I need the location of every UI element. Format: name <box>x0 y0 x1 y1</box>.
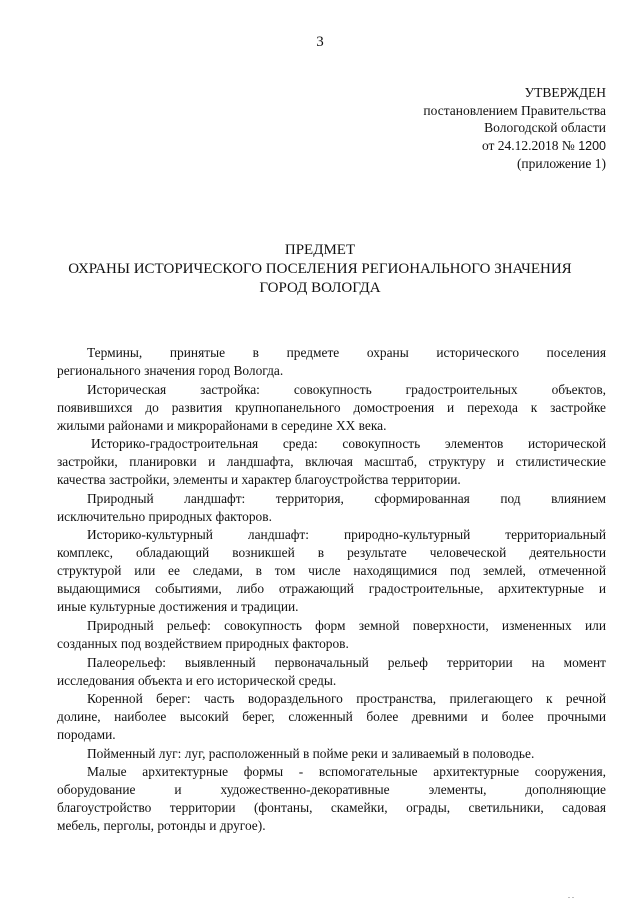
approval-line-2: Вологодской области <box>484 120 606 135</box>
body-paragraph <box>87 745 606 763</box>
body-paragraph <box>57 763 606 835</box>
approval-line-1: постановлением Правительства <box>423 102 606 118</box>
approval-appendix: (приложение 1) <box>516 156 606 171</box>
paragraph-line: долине, наиболее высокий берег, сложенный более древними и более прочными <box>57 709 606 725</box>
body-paragraph <box>57 690 606 744</box>
paragraph-line: благоустройство территории (фонтаны, скамейки, ограды, светильники, садовая <box>57 800 606 816</box>
approval-stamp <box>423 84 606 173</box>
approval-date-line <box>423 137 606 156</box>
paragraph-line: мебель, перголы, ротонды и другое). <box>57 818 266 834</box>
paragraph-line: застройки, планировки и ландшафта, включая масштаб, структуру и стилистические <box>57 454 606 470</box>
paragraph-line: исследования объекта и его исторической среды. <box>57 672 337 688</box>
paragraph-line: исключительно природных факторов. <box>57 508 272 524</box>
document-title <box>40 241 600 298</box>
paragraph-line: Термины, принятые в предмете охраны исторического поселения <box>87 345 606 360</box>
paragraph-line: созданных под воздействием природных факторов. <box>57 635 349 651</box>
decree-number: 1200 <box>578 138 606 153</box>
approval-status: УТВЕРЖДЕН <box>524 85 606 100</box>
paragraph-line: Историческая застройка: совокупность градостроительных объектов, <box>87 381 606 397</box>
paragraph-line: Пойменный луг: луг, расположенный в пойме реки и заливаемый в половодье. <box>87 745 535 761</box>
paragraph-line: структурой или ее следами, в том числе находящимися под землей, отмеченной <box>57 563 606 579</box>
paragraph-line: Природный рельеф: совокупность форм земной поверхности, измененных или <box>87 617 606 633</box>
body-paragraph <box>57 617 606 653</box>
footer-mark: . . <box>568 891 574 900</box>
paragraph-line: Палеорельеф: выявленный первоначальный рельеф территории на момент <box>87 654 606 670</box>
paragraph-line: появившихся до развития крупнопанельного домостроения и перехода к застройке <box>57 399 606 415</box>
body-paragraph <box>57 435 606 489</box>
paragraph-line: породами. <box>57 727 116 743</box>
approval-date: от 24.12.2018 № <box>481 137 575 153</box>
paragraph-line: качества застройки, элементы и характер благоустройства территории. <box>57 472 461 488</box>
paragraph-line: жилыми районами и микрорайонами в середине XX века. <box>57 417 387 433</box>
paragraph-line: выдающимися событиями, либо отражающий градостроительные, архитектурные и <box>57 581 606 597</box>
page-number: 3 <box>316 34 324 50</box>
title-line-2: ОХРАНЫ ИСТОРИЧЕСКОГО ПОСЕЛЕНИЯ РЕГИОНАЛЬНОГО ЗНАЧЕНИЯ <box>68 261 572 277</box>
document-body <box>57 344 606 836</box>
paragraph-line: Малые архитектурные формы - вспомогательные архитектурные сооружения, <box>87 764 606 780</box>
paragraph-line: оборудование и художественно-декоративные элементы, дополняющие <box>57 782 606 798</box>
body-paragraph <box>57 490 606 526</box>
body-paragraph <box>57 381 606 435</box>
body-paragraph <box>57 654 606 690</box>
body-paragraph <box>57 344 606 380</box>
paragraph-line: Природный ландшафт: территория, сформированная под влиянием <box>87 490 606 506</box>
paragraph-line: иные культурные достижения и традиции. <box>57 599 299 615</box>
paragraph-line: Историко-культурный ландшафт: природно-культурный территориальный <box>87 527 606 543</box>
body-paragraph <box>57 526 606 616</box>
title-line-3: ГОРОД ВОЛОГДА <box>259 280 381 296</box>
title-line-1: ПРЕДМЕТ <box>284 242 356 258</box>
paragraph-line: регионального значения город Вологда. <box>57 363 284 378</box>
paragraph-line: Коренной берег: часть водораздельного пространства, прилегающего к речной <box>87 691 606 707</box>
paragraph-line: комплекс, обладающий возникшей в результате человеческой деятельности <box>57 545 606 561</box>
paragraph-line: Историко-градостроительная среда: совокупность элементов исторической <box>91 436 606 452</box>
